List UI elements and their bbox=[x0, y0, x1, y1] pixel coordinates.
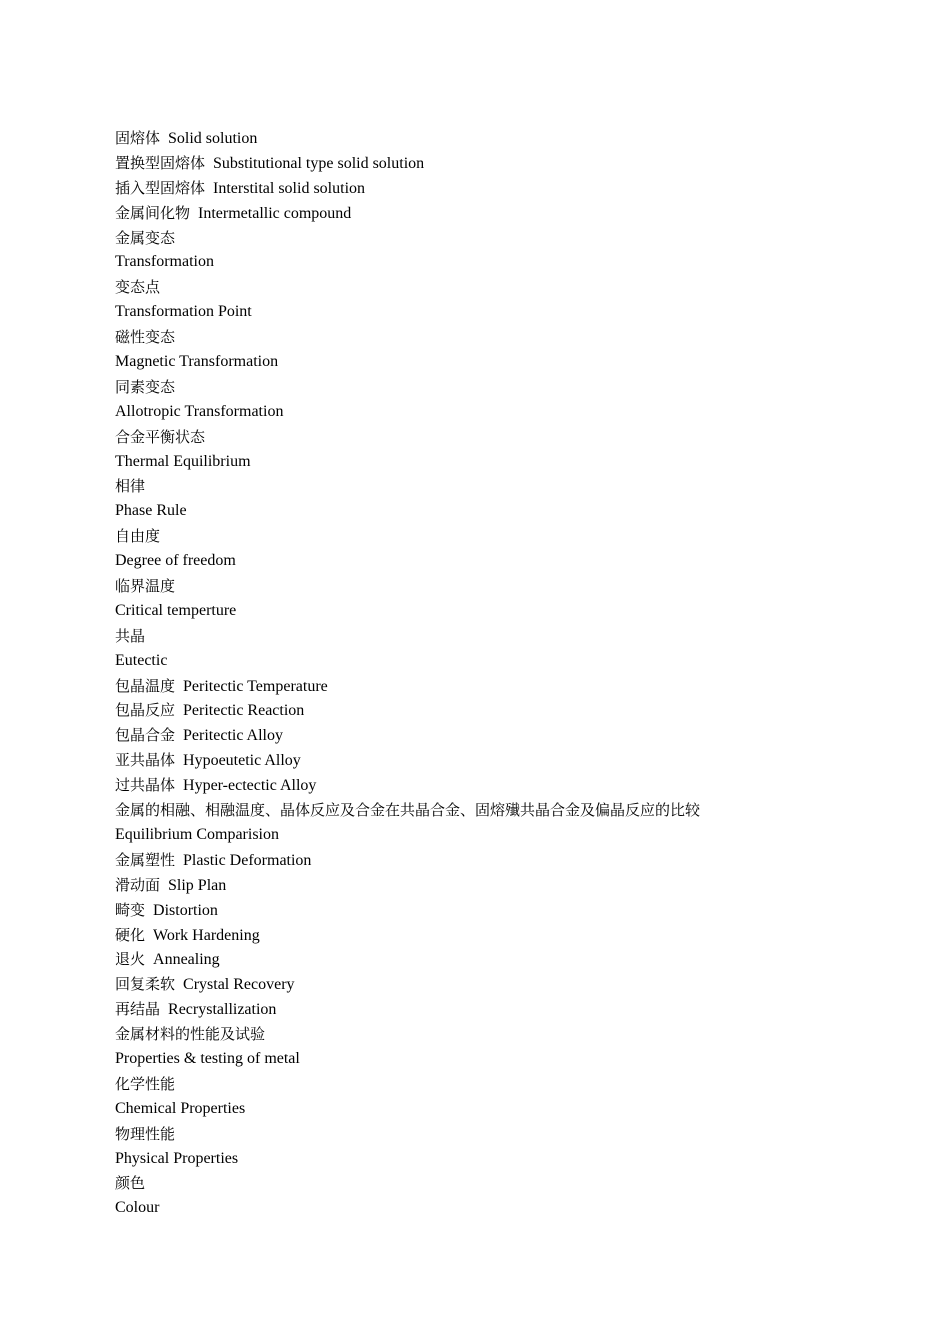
glossary-line bbox=[115, 1022, 895, 1047]
glossary-line bbox=[115, 425, 895, 450]
term-en: Work Hardening bbox=[153, 926, 260, 944]
term-en: Physical Properties bbox=[115, 1149, 239, 1167]
glossary-line bbox=[115, 350, 895, 375]
glossary-line bbox=[115, 723, 895, 748]
glossary-line bbox=[115, 1047, 895, 1072]
glossary-line bbox=[115, 450, 895, 475]
term-en: Thermal Equilibrium bbox=[115, 452, 251, 470]
glossary-line bbox=[115, 524, 895, 549]
term-zh: 金属的相融、相融温度、晶体反应及合金在共晶合金、固熔殱共晶合金及偏晶反应的比较 bbox=[115, 801, 701, 820]
term-zh: 固熔体 bbox=[115, 129, 161, 147]
glossary-line bbox=[115, 848, 895, 873]
term-zh: 包晶反应 bbox=[115, 701, 176, 720]
term-zh: 置换型固熔体 bbox=[115, 153, 206, 172]
term-zh: 包晶温度 bbox=[115, 676, 176, 695]
term-en: Peritectic Alloy bbox=[183, 727, 283, 745]
term-zh: 过共晶体 bbox=[115, 776, 176, 795]
term-zh: 退火 bbox=[115, 950, 146, 969]
term-en: Substitutional type solid solution bbox=[213, 154, 425, 172]
glossary-line bbox=[115, 325, 895, 350]
term-en: Transformation Point bbox=[115, 303, 252, 321]
glossary-line bbox=[115, 649, 895, 674]
term-zh: 自由度 bbox=[115, 527, 161, 546]
glossary-line bbox=[115, 947, 895, 972]
term-zh: 再结晶 bbox=[115, 1000, 161, 1019]
glossary-line bbox=[115, 923, 895, 948]
term-en: Solid solution bbox=[168, 130, 258, 147]
term-en: Critical temperture bbox=[115, 601, 237, 619]
term-zh: 磁性变态 bbox=[115, 328, 176, 347]
term-en: Phase Rule bbox=[115, 502, 187, 520]
glossary-line bbox=[115, 1171, 895, 1196]
term-en: Interstital solid solution bbox=[213, 179, 366, 197]
glossary-line bbox=[115, 823, 895, 848]
glossary-line bbox=[115, 300, 895, 325]
glossary-line bbox=[115, 400, 895, 425]
glossary-line bbox=[115, 574, 895, 599]
term-en: Allotropic Transformation bbox=[115, 402, 284, 420]
glossary-line bbox=[115, 1122, 895, 1147]
term-zh: 变态点 bbox=[115, 278, 161, 297]
glossary-line bbox=[115, 499, 895, 524]
term-en: Properties & testing of metal bbox=[115, 1049, 300, 1067]
term-zh: 金属材料的性能及试验 bbox=[115, 1025, 266, 1044]
term-en: Degree of freedom bbox=[115, 552, 236, 570]
glossary-line bbox=[115, 599, 895, 624]
term-en: Distortion bbox=[153, 901, 218, 919]
term-zh: 包晶合金 bbox=[115, 726, 176, 745]
term-zh: 临界温度 bbox=[115, 577, 176, 596]
term-en: Intermetallic compound bbox=[198, 204, 352, 222]
glossary-line bbox=[115, 698, 895, 723]
glossary-line bbox=[115, 1147, 895, 1172]
glossary-list bbox=[115, 126, 895, 1221]
term-en: Eutectic bbox=[115, 651, 168, 669]
glossary-line bbox=[115, 375, 895, 400]
glossary-line bbox=[115, 1072, 895, 1097]
glossary-line bbox=[115, 151, 895, 176]
term-zh: 物理性能 bbox=[115, 1124, 176, 1143]
term-zh: 金属变态 bbox=[115, 228, 176, 247]
glossary-line bbox=[115, 126, 895, 151]
term-en: Equilibrium Comparision bbox=[115, 825, 279, 843]
term-zh: 同素变态 bbox=[115, 377, 176, 396]
glossary-line bbox=[115, 798, 895, 823]
term-zh: 硬化 bbox=[115, 925, 146, 944]
glossary-line bbox=[115, 1196, 895, 1221]
glossary-line bbox=[115, 201, 895, 226]
term-zh: 金属塑性 bbox=[115, 850, 176, 869]
glossary-line bbox=[115, 748, 895, 773]
term-zh: 插入型固熔体 bbox=[115, 178, 206, 197]
glossary-line bbox=[115, 226, 895, 251]
term-zh: 相律 bbox=[115, 477, 146, 496]
term-zh: 滑动面 bbox=[115, 875, 161, 894]
glossary-line bbox=[115, 176, 895, 201]
glossary-line bbox=[115, 898, 895, 923]
term-zh: 金属间化物 bbox=[115, 203, 191, 222]
term-en: Magnetic Transformation bbox=[115, 353, 279, 371]
term-en: Chemical Properties bbox=[115, 1099, 246, 1117]
glossary-line bbox=[115, 624, 895, 649]
glossary-line bbox=[115, 674, 895, 699]
term-zh: 回复柔软 bbox=[115, 975, 176, 994]
term-en: Plastic Deformation bbox=[183, 851, 312, 869]
glossary-line bbox=[115, 997, 895, 1022]
term-zh: 畸变 bbox=[115, 900, 146, 919]
glossary-line bbox=[115, 773, 895, 798]
term-en: Hypoeutetic Alloy bbox=[183, 752, 301, 770]
term-en: Annealing bbox=[153, 951, 220, 969]
glossary-line bbox=[115, 474, 895, 499]
term-zh: 化学性能 bbox=[115, 1074, 176, 1093]
term-en: Hyper-ectectic Alloy bbox=[183, 777, 317, 795]
term-en: Colour bbox=[115, 1199, 160, 1217]
term-en: Peritectic Reaction bbox=[183, 702, 305, 720]
term-en: Recrystallization bbox=[168, 1001, 277, 1019]
term-en: Transformation bbox=[115, 253, 214, 271]
term-zh: 共晶 bbox=[115, 626, 146, 645]
glossary-line bbox=[115, 972, 895, 997]
glossary-line bbox=[115, 873, 895, 898]
glossary-line bbox=[115, 549, 895, 574]
glossary-line bbox=[115, 275, 895, 300]
term-zh: 亚共晶体 bbox=[115, 751, 176, 770]
term-en: Slip Plan bbox=[168, 876, 227, 894]
term-zh: 合金平衡状态 bbox=[115, 427, 206, 446]
glossary-line bbox=[115, 1097, 895, 1122]
term-en: Peritectic Temperature bbox=[183, 677, 328, 695]
term-en: Crystal Recovery bbox=[183, 976, 295, 994]
glossary-line bbox=[115, 250, 895, 275]
term-zh: 颜色 bbox=[115, 1174, 146, 1193]
